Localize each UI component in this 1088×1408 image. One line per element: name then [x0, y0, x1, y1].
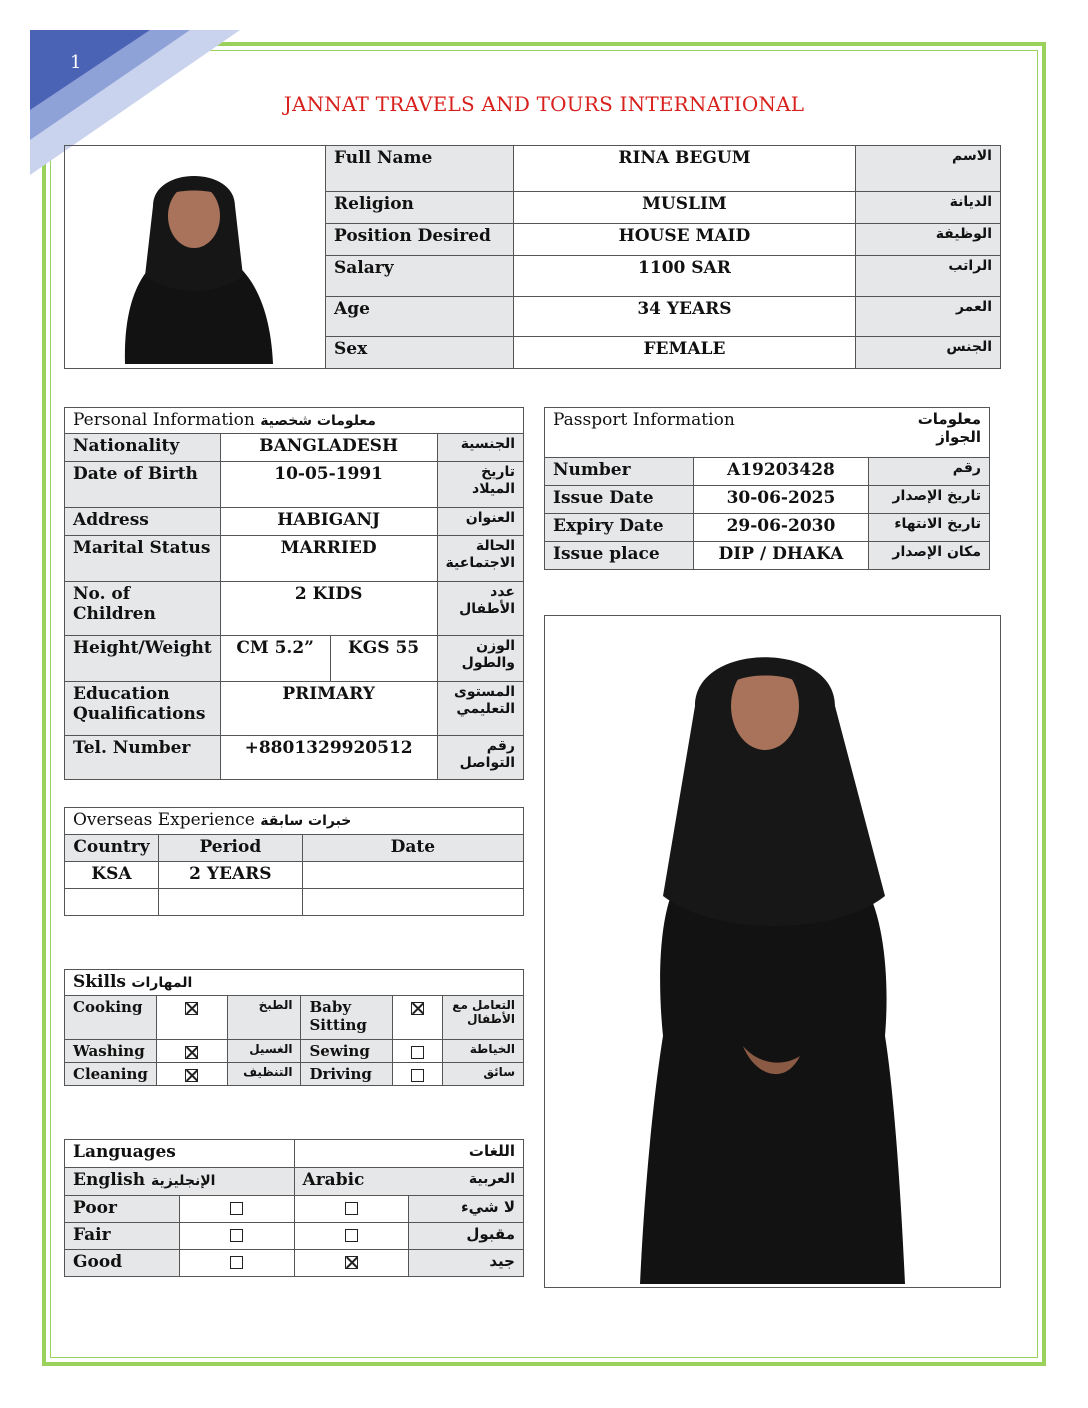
skill-sewing-ar: الخياطة [443, 1040, 524, 1063]
ar-full-name: الاسم [856, 146, 1001, 192]
skill-washing-ar: الغسيل [227, 1040, 300, 1063]
skills-table [64, 969, 524, 1086]
languages-header-ar: اللغات [294, 1140, 523, 1168]
skill-washing: Washing [65, 1040, 157, 1063]
empty-box-icon [345, 1202, 358, 1215]
passport-header: Passport Information [545, 408, 869, 458]
skill-driving-check [392, 1063, 443, 1086]
personal-info-title-ar: معلومات شخصية [260, 413, 376, 429]
col-country: Country [65, 835, 159, 862]
checked-box-icon [345, 1256, 358, 1269]
label-address: Address [65, 508, 221, 536]
poor-arabic [294, 1196, 409, 1223]
value-age: 34 YEARS [513, 296, 856, 336]
value-weight: KGS 55 [330, 636, 437, 682]
languages-header: Languages [65, 1140, 295, 1168]
lang-english [65, 1168, 295, 1196]
company-title: JANNAT TRAVELS AND TOURS INTERNATIONAL [283, 92, 805, 116]
level-good-ar: جيد [409, 1250, 524, 1277]
value-education: PRIMARY [220, 682, 437, 736]
label-age: Age [326, 296, 514, 336]
photo-cell [65, 146, 326, 369]
personal-info-table [64, 407, 524, 780]
ar-tel: رقم التواصل [437, 736, 523, 780]
skill-baby-sitting-check [392, 996, 443, 1040]
ar-dob: تاريخ الميلاد [437, 462, 523, 508]
skill-sewing-check [392, 1040, 443, 1063]
page-number: 1 [70, 52, 82, 73]
label-tel: Tel. Number [65, 736, 221, 780]
value-religion: MUSLIM [513, 192, 856, 224]
overseas-country-empty [65, 889, 159, 916]
value-address: HABIGANJ [220, 508, 437, 536]
ar-sex: الجنس [856, 336, 1001, 368]
value-nationality: BANGLADESH [220, 434, 437, 462]
value-passport-number: A19203428 [693, 458, 869, 486]
checked-box-icon [185, 1002, 198, 1015]
skill-cooking: Cooking [65, 996, 157, 1040]
overseas-table [64, 807, 524, 916]
label-religion: Religion [326, 192, 514, 224]
value-issue-place: DIP / DHAKA [693, 542, 869, 570]
value-tel: +8801329920512 [220, 736, 437, 780]
poor-english [179, 1196, 294, 1223]
skill-cooking-check [156, 996, 227, 1040]
portrait-photo [65, 146, 325, 368]
skill-sewing: Sewing [301, 1040, 392, 1063]
checked-box-icon [411, 1002, 424, 1015]
checked-box-icon [185, 1069, 198, 1082]
label-nationality: Nationality [65, 434, 221, 462]
fair-english [179, 1223, 294, 1250]
skill-driving: Driving [301, 1063, 392, 1086]
skill-driving-ar: سائق [443, 1063, 524, 1086]
label-children: No. of Children [65, 582, 221, 636]
label-marital: Marital Status [65, 536, 221, 582]
value-height: CM 5.2” [220, 636, 330, 682]
label-passport-number: Number [545, 458, 694, 486]
empty-box-icon [230, 1256, 243, 1269]
good-arabic [294, 1250, 409, 1277]
label-salary: Salary [326, 256, 514, 296]
skill-cooking-ar: الطبخ [227, 996, 300, 1040]
ar-education: المستوى التعليمي [437, 682, 523, 736]
col-date: Date [302, 835, 523, 862]
ar-age: العمر [856, 296, 1001, 336]
value-marital: MARRIED [220, 536, 437, 582]
ar-height-weight: الوزن والطول [437, 636, 523, 682]
empty-box-icon [230, 1202, 243, 1215]
value-sex: FEMALE [513, 336, 856, 368]
label-full-name: Full Name [326, 146, 514, 192]
skills-title: Skills [73, 972, 127, 992]
ar-children: عدد الأطفال [437, 582, 523, 636]
lang-arabic-ar: العربية [468, 1171, 515, 1187]
personal-info-title: Personal Information [73, 410, 255, 430]
skill-baby-sitting: Baby Sitting [301, 996, 392, 1040]
overseas-title-ar: خبرات سابقة [260, 813, 352, 829]
level-poor: Poor [65, 1196, 180, 1223]
checked-box-icon [185, 1046, 198, 1059]
label-issue-place: Issue place [545, 542, 694, 570]
empty-box-icon [345, 1229, 358, 1242]
skill-washing-check [156, 1040, 227, 1063]
overseas-period-empty [158, 889, 302, 916]
empty-box-icon [411, 1046, 424, 1059]
lang-english-ar: الإنجليزية [150, 1173, 216, 1189]
full-body-photo [545, 616, 1000, 1287]
skills-header [65, 970, 524, 996]
ar-passport-number: رقم [869, 458, 990, 486]
skill-baby-sitting-ar: التعامل مع الأطفال [443, 996, 524, 1040]
col-period: Period [158, 835, 302, 862]
value-dob: 10-05-1991 [220, 462, 437, 508]
label-sex: Sex [326, 336, 514, 368]
ar-salary: الراتب [856, 256, 1001, 296]
ar-position: الوظيفة [856, 224, 1001, 256]
skill-cleaning-check [156, 1063, 227, 1086]
ar-issue-place: مكان الإصدار [869, 542, 990, 570]
level-good: Good [65, 1250, 180, 1277]
fair-arabic [294, 1223, 409, 1250]
label-height-weight: Height/Weight [65, 636, 221, 682]
skills-title-ar: المهارات [131, 975, 193, 991]
level-poor-ar: لا شيء [409, 1196, 524, 1223]
passport-header-ar: معلومات الجواز [869, 408, 990, 458]
passport-table [544, 407, 990, 570]
label-dob: Date of Birth [65, 462, 221, 508]
empty-box-icon [230, 1229, 243, 1242]
personal-info-header [65, 408, 524, 434]
value-full-name: RINA BEGUM [513, 146, 856, 192]
ar-issue-date: تاريخ الإصدار [869, 486, 990, 514]
overseas-date [302, 862, 523, 889]
overseas-period: 2 YEARS [158, 862, 302, 889]
label-position: Position Desired [326, 224, 514, 256]
ar-nationality: الجنسية [437, 434, 523, 462]
value-salary: 1100 SAR [513, 256, 856, 296]
value-issue-date: 30-06-2025 [693, 486, 869, 514]
empty-box-icon [411, 1069, 424, 1082]
value-position: HOUSE MAID [513, 224, 856, 256]
lang-arabic-label: Arabic [302, 1170, 365, 1190]
skill-cleaning: Cleaning [65, 1063, 157, 1086]
lang-english-label: English [73, 1170, 146, 1190]
good-english [179, 1250, 294, 1277]
overseas-title: Overseas Experience [73, 810, 255, 830]
label-issue-date: Issue Date [545, 486, 694, 514]
ar-address: العنوان [437, 508, 523, 536]
overseas-country: KSA [65, 862, 159, 889]
languages-table [64, 1139, 524, 1277]
skill-cleaning-ar: التنظيف [227, 1063, 300, 1086]
level-fair-ar: مقبول [409, 1223, 524, 1250]
level-fair: Fair [65, 1223, 180, 1250]
overseas-date-empty [302, 889, 523, 916]
full-body-photo-frame [544, 615, 1001, 1288]
overseas-header [65, 808, 524, 835]
label-expiry-date: Expiry Date [545, 514, 694, 542]
ar-expiry-date: تاريخ الانتهاء [869, 514, 990, 542]
value-children: 2 KIDS [220, 582, 437, 636]
label-education: Education Qualifications [65, 682, 221, 736]
value-expiry-date: 29-06-2030 [693, 514, 869, 542]
summary-table [64, 145, 1001, 369]
lang-arabic [294, 1168, 523, 1196]
ar-marital: الحالة الاجتماعية [437, 536, 523, 582]
ar-religion: الديانة [856, 192, 1001, 224]
